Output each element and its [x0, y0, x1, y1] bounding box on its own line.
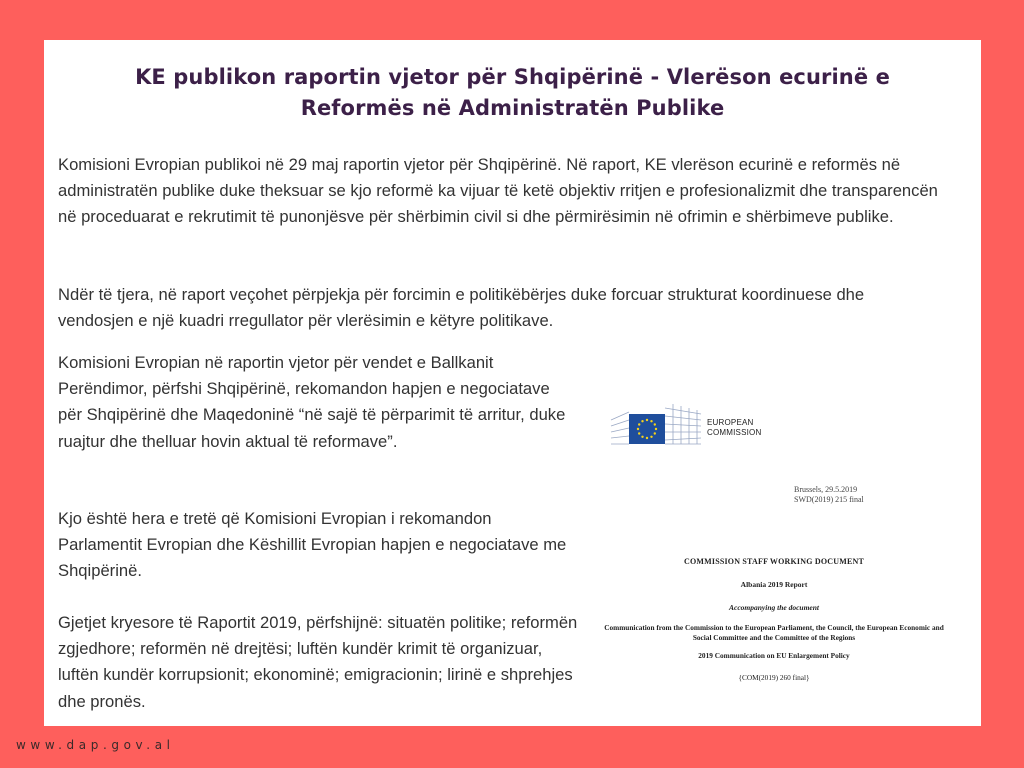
- communication-text: Communication from the Commission to the European Parliament, the Council, the European Economic and Social Committee and the Committee of the Regions: [604, 623, 944, 642]
- report-cover-image: [604, 390, 944, 710]
- accompanying-note: Accompanying the document: [729, 603, 819, 612]
- commission-wordmark: [707, 418, 787, 438]
- policy-title: 2019 Communication on EU Enlargement Policy: [698, 651, 850, 660]
- website-link[interactable]: www.dap.gov.al: [16, 738, 175, 752]
- paragraph-third-time: Kjo është hera e tretë që Komisioni Evropian i rekomandon Parlamentit Evropian dhe Këshillit Evropian hapjen e negociatave me Shqipërinë.: [58, 509, 567, 581]
- european-commission-logo-icon: [609, 400, 704, 446]
- content-card: [44, 40, 981, 726]
- report-title: Albania 2019 Report: [740, 580, 808, 589]
- place-date: Brussels, 29.5.2019: [794, 485, 858, 494]
- document-type: COMMISSION STAFF WORKING DOCUMENT: [683, 557, 865, 566]
- paragraph-findings: Gjetjet kryesore të Raportit 2019, përfshijnë: situatën politike; reformën zgjedhore; reformën në drejtësi; luftën kundër krimit të organizuar, luftën kundër korrupsionit; ekonominë; emigracionin; lirinë e shprehjes dhe pronës.: [58, 613, 578, 711]
- page-title: KE publikon raportin vjetor për Shqipërinë - Vlerëson ecurinë e Reformës në Administratën Publike: [135, 65, 890, 120]
- org-line-2: COMMISSION: [707, 428, 762, 437]
- org-line-1: EUROPEAN: [707, 418, 754, 427]
- com-reference: {COM(2019) 260 final}: [738, 673, 810, 682]
- document-reference: SWD(2019) 215 final: [794, 495, 864, 504]
- paragraph-intro: Komisioni Evropian publikoi në 29 maj raportin vjetor për Shqipërinë. Në raport, KE vlerëson ecurinë e reformës në administratën publike duke theksuar se kjo reformë ka vijuar të ketë objektiv rritjen e profesionalizmit dhe transparencën në proceduarat e rekrutimit të punonjësve për shërbimin civil si dhe përmirësimin në ofrimin e shërbimeve publike.: [58, 155, 938, 227]
- paragraph-policymaking: Ndër të tjera, në raport veçohet përpjekja për forcimin e politikëbërjes duke forcuar strukturat koordinuese dhe vendosjen e një kuadri rregullator për vlerësimin e këtyre politikave.: [58, 285, 865, 331]
- paragraph-negotiations: Komisioni Evropian në raportin vjetor për vendet e Ballkanit Perëndimor, përfshi Shqipërinë, rekomandon hapjen e negociatave për Shqipërinë dhe Maqedoninë “në sajë të përparimit të arritur, duke ruajtur dhe thelluar hovin aktual të reformave”.: [58, 353, 566, 451]
